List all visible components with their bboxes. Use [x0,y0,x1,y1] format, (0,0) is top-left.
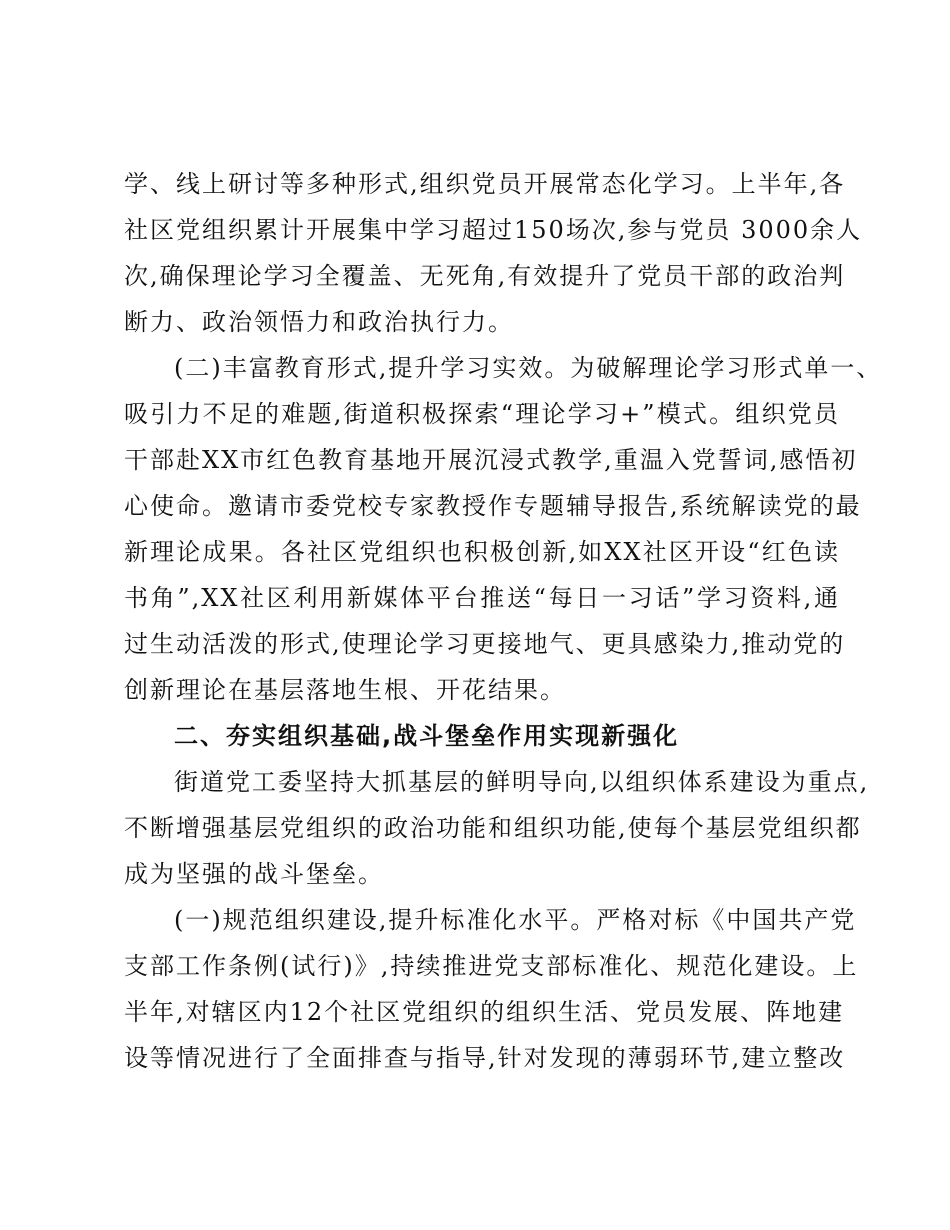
paragraph-line: 过生动活泼的形式,使理论学习更接地气、更具感染力,推动党的 [124,630,846,658]
paragraph-line: 断力、政治领悟力和政治执行力。 [124,308,514,336]
paragraph-line: 不断增强基层党组织的政治功能和组织功能,使每个基层党组织都 [124,814,862,842]
paragraph-line: 学、线上研讨等多种形式,组织党员开展常态化学习。上半年,各 [124,170,846,198]
paragraph-line: 支部工作条例(试行)》,持续推进党支部标准化、规范化建设。上 [124,952,859,980]
paragraph-line: (一)规范组织建设,提升标准化水平。严格对标《中国共产党 [174,906,857,934]
section-heading: 二、夯实组织基础,战斗堡垒作用实现新强化 [174,722,680,750]
paragraph-line: 半年,对辖区内12个社区党组织的组织生活、党员发展、阵地建 [124,998,845,1026]
paragraph-line: 新理论成果。各社区党组织也积极创新,如XX社区开设“红色读 [124,538,840,566]
paragraph-line: 次,确保理论学习全覆盖、无死角,有效提升了党员干部的政治判 [124,262,846,290]
paragraph-line: 社区党组织累计开展集中学习超过150场次,参与党员 3000余人 [124,216,863,244]
paragraph-line: 吸引力不足的难题,街道积极探索“理论学习+”模式。组织党员 [124,400,840,428]
paragraph-line: (二)丰富教育形式,提升学习实效。为破解理论学习形式单一、 [174,354,883,382]
paragraph-line: 心使命。邀请市委党校专家教授作专题辅导报告,系统解读党的最 [124,492,862,520]
paragraph-line: 书角”,XX社区利用新媒体平台推送“每日一习话”学习资料,通 [124,584,840,612]
paragraph-line: 街道党工委坚持大抓基层的鲜明导向,以组织体系建设为重点, [174,768,870,796]
paragraph-line: 设等情况进行了全面排查与指导,针对发现的薄弱环节,建立整改 [124,1044,846,1072]
paragraph-line: 成为坚强的战斗堡垒。 [124,860,384,888]
paragraph-line: 干部赴XX市红色教育基地开展沉浸式教学,重温入党誓词,感悟初 [124,446,858,474]
paragraph-line: 创新理论在基层落地生根、开花结果。 [124,676,566,704]
